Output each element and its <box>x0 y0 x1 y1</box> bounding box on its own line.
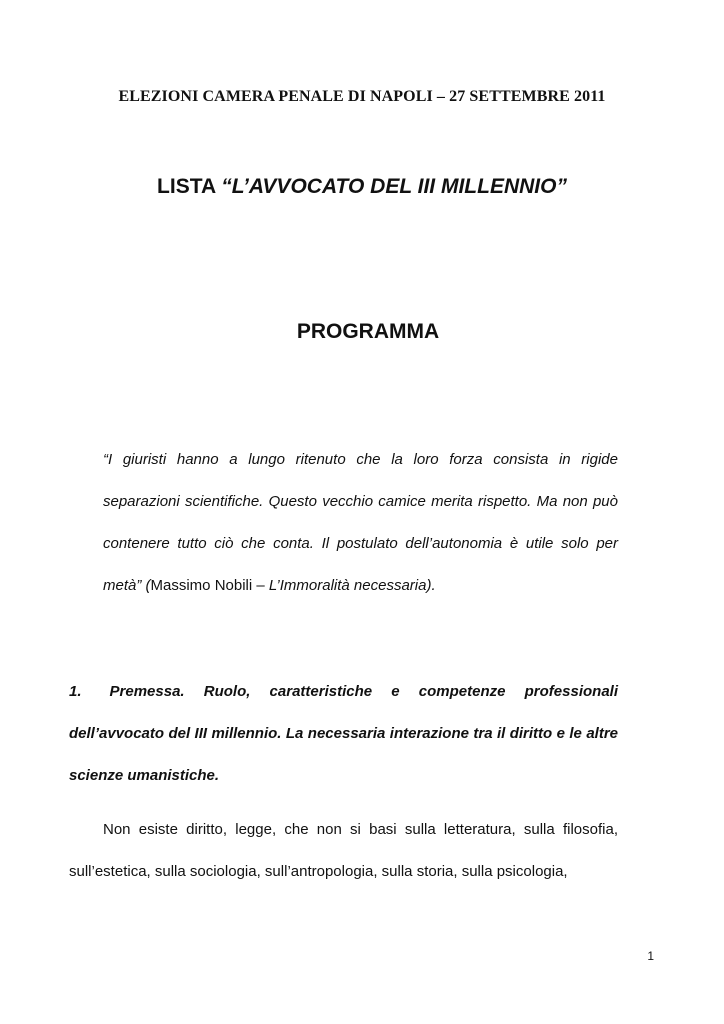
page-number: 1 <box>647 949 654 963</box>
section-number: 1. <box>69 683 82 700</box>
section-title: Premessa. Ruolo, caratteristiche e competenze professionali dell’avvocato del III millennio. La necessaria interazione tra il diritto e le altre scienze umanistiche. <box>69 683 618 784</box>
quote-source: L’Immoralità necessaria). <box>264 577 436 594</box>
epigraph-quote <box>103 439 618 607</box>
list-prefix: LISTA <box>157 175 216 198</box>
quote-text: “I giuristi hanno a lungo ritenuto che la loro forza consista in rigide separazioni scientifiche. Questo vecchio camice merita rispetto. Ma non può contenere tutto ciò che conta. Il postulato dell’autonomia è utile solo per metà” ( <box>103 451 618 594</box>
election-header: ELEZIONI CAMERA PENALE DI NAPOLI – 27 SETTEMBRE 2011 <box>118 88 606 105</box>
list-name: “L’AVVOCATO DEL III MILLENNIO” <box>221 175 567 198</box>
program-title: PROGRAMMA <box>296 320 440 343</box>
list-title <box>0 175 724 199</box>
section-heading <box>69 671 618 797</box>
body-paragraph: Non esiste diritto, legge, che non si basi sulla letteratura, sulla filosofia, sull’estetica, sulla sociologia, sull’antropologia, sulla storia, sulla psicologia, <box>69 821 618 880</box>
quote-author: Massimo Nobili – <box>150 577 265 594</box>
